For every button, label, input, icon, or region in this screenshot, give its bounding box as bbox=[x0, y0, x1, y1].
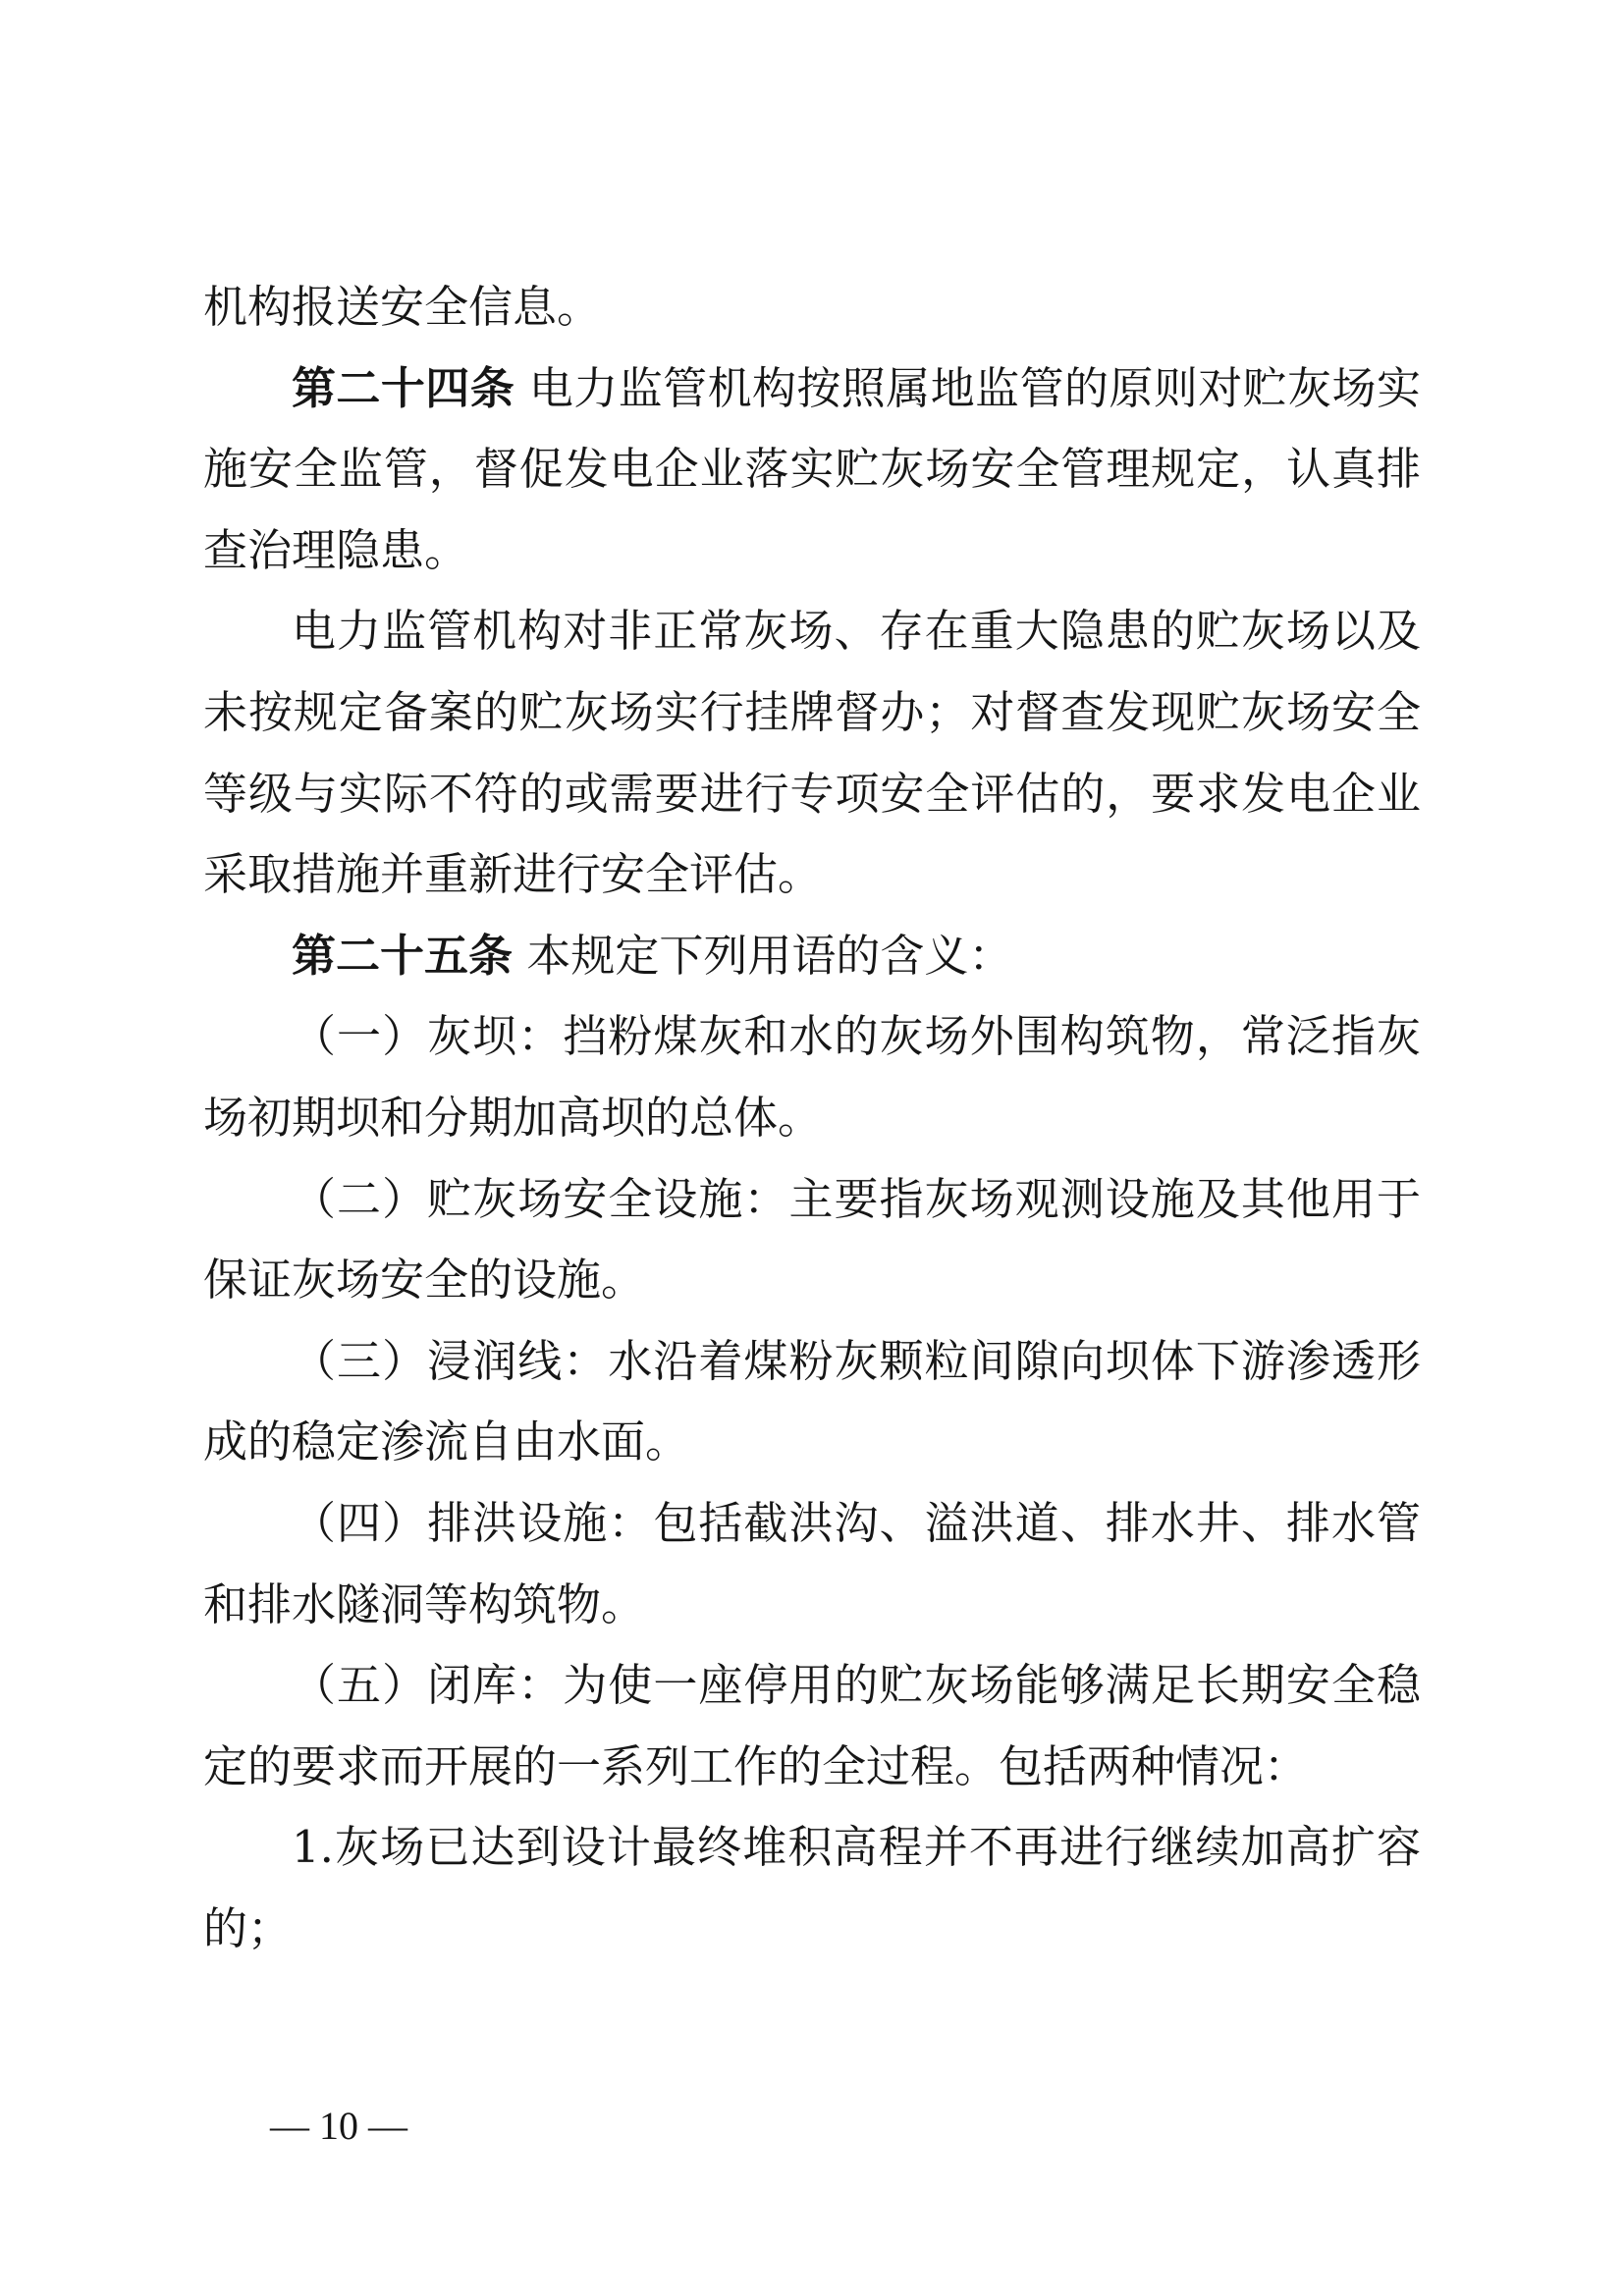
definition-item-5 bbox=[203, 1645, 1421, 1807]
article-24 bbox=[203, 348, 1421, 592]
paragraph-text: （四）排洪设施：包括截洪沟、溢洪道、排水井、排水管和排水隧洞等构筑物。 bbox=[203, 1496, 1421, 1630]
article-25 bbox=[203, 916, 1421, 997]
article-heading: 第二十五条 bbox=[292, 929, 514, 982]
definition-item-2 bbox=[203, 1159, 1421, 1321]
page-number: — 10 — bbox=[270, 2104, 407, 2148]
definition-item-3 bbox=[203, 1321, 1421, 1483]
body-text bbox=[203, 267, 1421, 1969]
paragraph-text: 本规定下列用语的含义： bbox=[526, 929, 1013, 982]
paragraph-text: （二）贮灰场安全设施：主要指灰场观测设施及其他用于保证灰场安全的设施。 bbox=[203, 1172, 1421, 1307]
sub-item-1 bbox=[203, 1807, 1421, 1969]
paragraph-continuation bbox=[203, 267, 1421, 348]
article-heading: 第二十四条 bbox=[292, 361, 515, 414]
definition-item-4 bbox=[203, 1483, 1421, 1645]
paragraph-text: 电力监管机构按照属地监管的原则对贮灰场实施安全监管，督促发电企业落实贮灰场安全管理规定，认真排查治理隐患。 bbox=[203, 361, 1421, 576]
definition-item-1 bbox=[203, 996, 1421, 1158]
paragraph-text: 1.灰场已达到设计最终堆积高程并不再进行继续加高扩容的； bbox=[203, 1821, 1421, 1954]
paragraph-text: （五）闭库：为使一座停用的贮灰场能够满足长期安全稳定的要求而开展的一系列工作的全过程。包括两种情况： bbox=[203, 1659, 1421, 1792]
paragraph-text: （一）灰坝：挡粉煤灰和水的灰场外围构筑物，常泛指灰场初期坝和分期加高坝的总体。 bbox=[203, 1010, 1421, 1144]
paragraph-text: 机构报送安全信息。 bbox=[203, 281, 602, 333]
paragraph-text: 电力监管机构对非正常灰场、存在重大隐患的贮灰场以及未按规定备案的贮灰场实行挂牌督办；对督查发现贮灰场安全等级与实际不符的或需要进行专项安全评估的，要求发电企业采取措施并重新进行安全评估。 bbox=[203, 605, 1421, 901]
article-24-paragraph-2 bbox=[203, 591, 1421, 915]
paragraph-text: （三）浸润线：水沿着煤粉灰颗粒间隙向坝体下游渗透形成的稳定渗流自由水面。 bbox=[203, 1334, 1421, 1468]
